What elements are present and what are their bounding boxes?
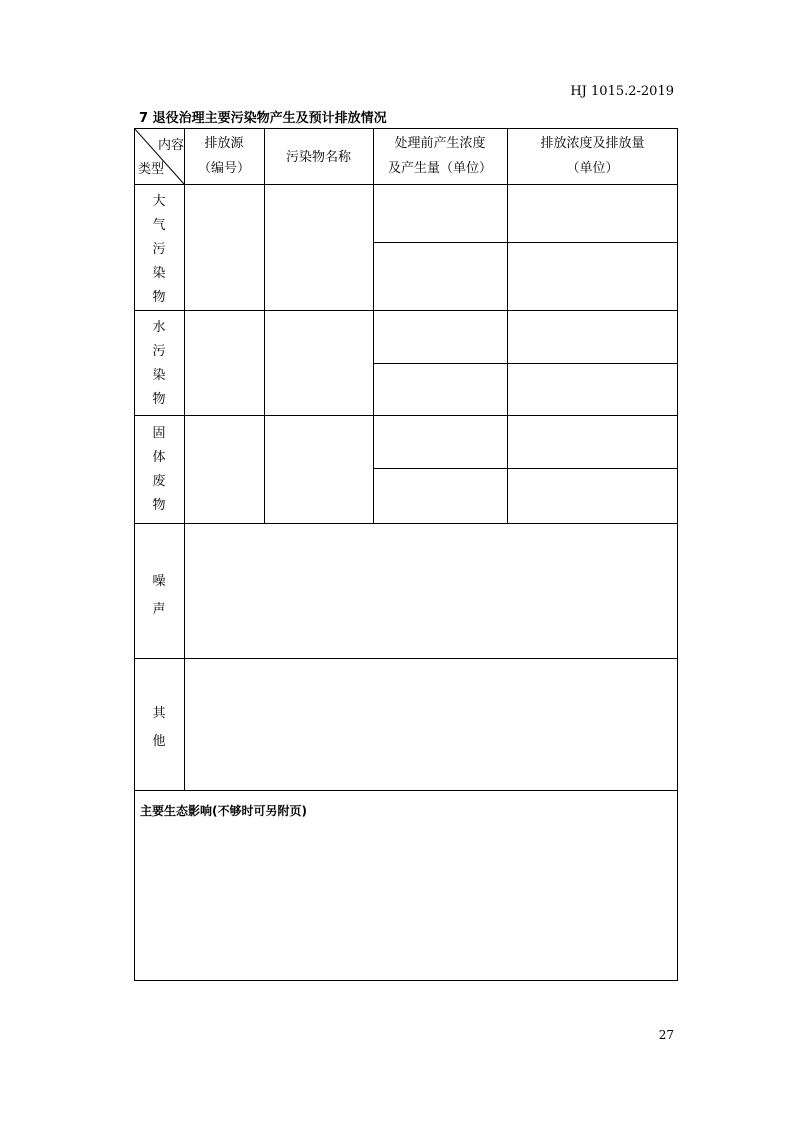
header-before-line2: 及产生量（单位） [387, 161, 492, 176]
subrow-divider-solid [373, 468, 678, 469]
pollutant-table [134, 128, 678, 981]
category-char: 固 [152, 426, 166, 441]
header-divider [134, 184, 678, 185]
header-pollutant-name: 污染物名称 [285, 150, 351, 165]
col-divider-before [507, 128, 508, 523]
row-divider-air [134, 310, 678, 311]
category-char: 噪 [152, 574, 166, 589]
corner-label-type: 类型 [138, 162, 165, 177]
row-divider-noise [134, 658, 678, 659]
category-char: 物 [152, 392, 166, 407]
table-border-top [134, 128, 678, 129]
category-char: 物 [152, 290, 166, 305]
row-divider-solid [134, 523, 678, 524]
category-water [134, 316, 184, 412]
header-before-line1: 处理前产生浓度 [394, 136, 486, 151]
row-divider-other [134, 790, 678, 791]
header-before-treatment [373, 134, 507, 179]
col-divider-type [184, 128, 185, 790]
header-source-line2: （编号） [197, 161, 250, 176]
category-char: 大 [152, 194, 166, 209]
category-air [134, 190, 184, 310]
category-char: 气 [152, 218, 166, 233]
corner-label-content: 内容 [157, 138, 184, 153]
category-char: 染 [152, 266, 166, 281]
header-emission-line2: （单位） [566, 161, 619, 176]
category-char: 污 [152, 242, 166, 257]
subrow-divider-water [373, 363, 678, 364]
category-char: 物 [152, 498, 166, 513]
section-title: 7 退役治理主要污染物产生及预计排放情况 [139, 111, 387, 126]
header-source [184, 134, 264, 179]
col-divider-name [373, 128, 374, 523]
category-char: 废 [152, 474, 166, 489]
table-border-right [677, 128, 678, 981]
subrow-divider-air [373, 242, 678, 243]
category-char: 其 [152, 706, 166, 721]
category-noise [134, 568, 184, 624]
category-char: 声 [152, 602, 166, 617]
ecology-impact-label: 主要生态影响(不够时可另附页) [140, 804, 307, 818]
header-emission-line1: 排放浓度及排放量 [540, 136, 645, 151]
document-code: HJ 1015.2-2019 [570, 84, 674, 99]
category-char: 染 [152, 368, 166, 383]
table-border-bottom [134, 980, 678, 981]
col-divider-source [264, 128, 265, 523]
category-char: 体 [152, 450, 166, 465]
page-number: 27 [658, 1028, 674, 1042]
category-char: 水 [152, 320, 166, 335]
header-source-line1: 排放源 [204, 136, 244, 151]
header-emission [507, 134, 678, 179]
category-char: 污 [152, 344, 166, 359]
row-divider-water [134, 415, 678, 416]
category-char: 他 [152, 734, 166, 749]
category-other [134, 700, 184, 756]
category-solid-waste [134, 422, 184, 518]
